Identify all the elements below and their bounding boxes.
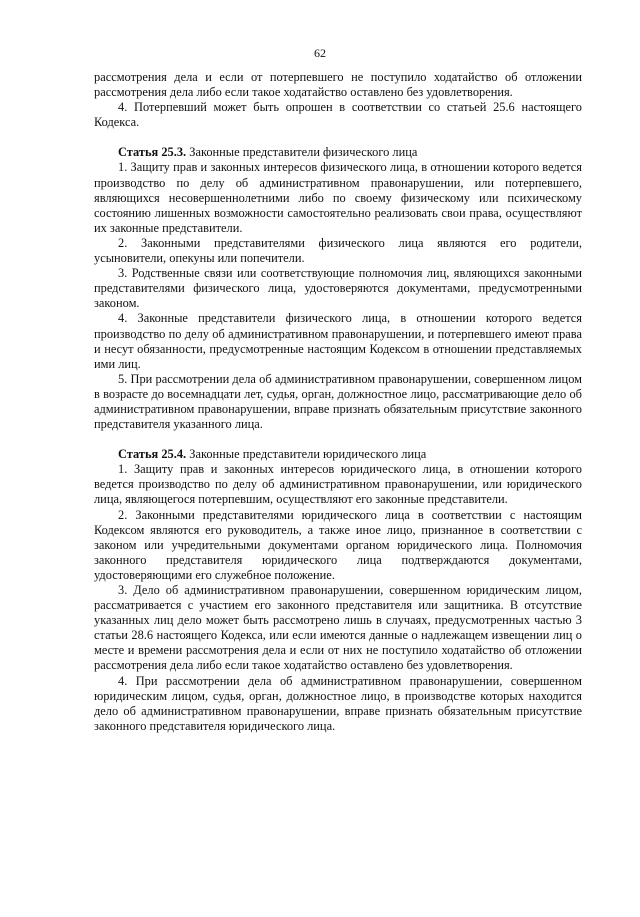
article-heading: [94, 145, 582, 160]
article-paragraph: 4. Законные представители физического лица, в отношении которого ведется производство по делу об административном правонарушении, и потерпевшего имеют права и несут обязанности, предусмотренные настоящим Кодексом в отношении представляемых ими лиц.: [94, 311, 582, 371]
article-number: Статья 25.3.: [118, 145, 187, 160]
page-number: 62: [314, 46, 326, 60]
article-paragraph: 2. Законными представителями юридического лица в соответствии с настоящим Кодексом являются его руководитель, а также иное лицо, признанное в соответствии с законом или учредительными документами органом юридического лица. Полномочия законного представителя юридического лица подтверждаются документами, удостоверяющими его служебное положение.: [94, 507, 582, 582]
spacer: [94, 130, 582, 145]
article-25-4: [94, 447, 582, 734]
article-paragraph: 1. Защиту прав и законных интересов физического лица, в отношении которого ведется производство по делу об административном правонарушении, или потерпевшего, являющихся несовершеннолетними либо по своему физическому или психическому состоянию лишенных возможности самостоятельно реализовать свои права, осуществляют их законные представители.: [94, 160, 582, 235]
article-heading: [94, 447, 582, 462]
article-number: Статья 25.4.: [118, 447, 187, 462]
article-25-3: [94, 145, 582, 432]
intro-paragraph: 4. Потерпевший может быть опрошен в соответствии со статьей 25.6 настоящего Кодекса.: [94, 100, 582, 130]
intro-paragraph: рассмотрения дела и если от потерпевшего не поступило ходатайство об отложении рассмотрения дела либо если такое ходатайство оставлено без удовлетворения.: [94, 70, 582, 100]
article-paragraph: 3. Родственные связи или соответствующие полномочия лиц, являющихся законными представителями физического лица, удостоверяются документами, предусмотренными законом.: [94, 266, 582, 311]
article-paragraph: 5. При рассмотрении дела об административном правонарушении, совершенном лицом в возрасте до восемнадцати лет, судья, орган, должностное лицо, рассматривающие дело об административном правонарушении, вправе признать обязательным присутствие законного представителя указанного лица.: [94, 371, 582, 432]
article-paragraph: 2. Законными представителями физического лица являются его родители, усыновители, опекуны или попечители.: [94, 235, 582, 266]
article-paragraph: 3. Дело об административном правонарушении, совершенном юридическим лицом, рассматривается с участием его законного представителя или защитника. В отсутствие указанных лиц дело может быть рассмотрено лишь в случаях, предусмотренных частью 3 статьи 28.6 настоящего Кодекса, или если имеются данные о надлежащем извещении лиц о месте и времени рассмотрения дела и если от них не поступило ходатайство об отложении рассмотрения дела либо если такое ходатайство оставлено без удовлетворения.: [94, 583, 582, 673]
article-paragraph: 1. Защиту прав и законных интересов юридического лица, в отношении которого ведется производство по делу об административном правонарушении, или юридического лица, являющегося потерпевшим, осуществляют его законные представители.: [94, 462, 582, 507]
article-title: Законные представители юридического лица: [189, 447, 427, 462]
article-paragraph: 4. При рассмотрении дела об административном правонарушении, совершенном юридическим лицом, судья, орган, должностное лицо, в производстве которых находится дело об административном правонарушении, вправе признать обязательным присутствие законного представителя юридического лица.: [94, 673, 582, 733]
document-body: [94, 70, 582, 734]
spacer: [94, 432, 582, 447]
article-title: Законные представители физического лица: [189, 145, 418, 160]
